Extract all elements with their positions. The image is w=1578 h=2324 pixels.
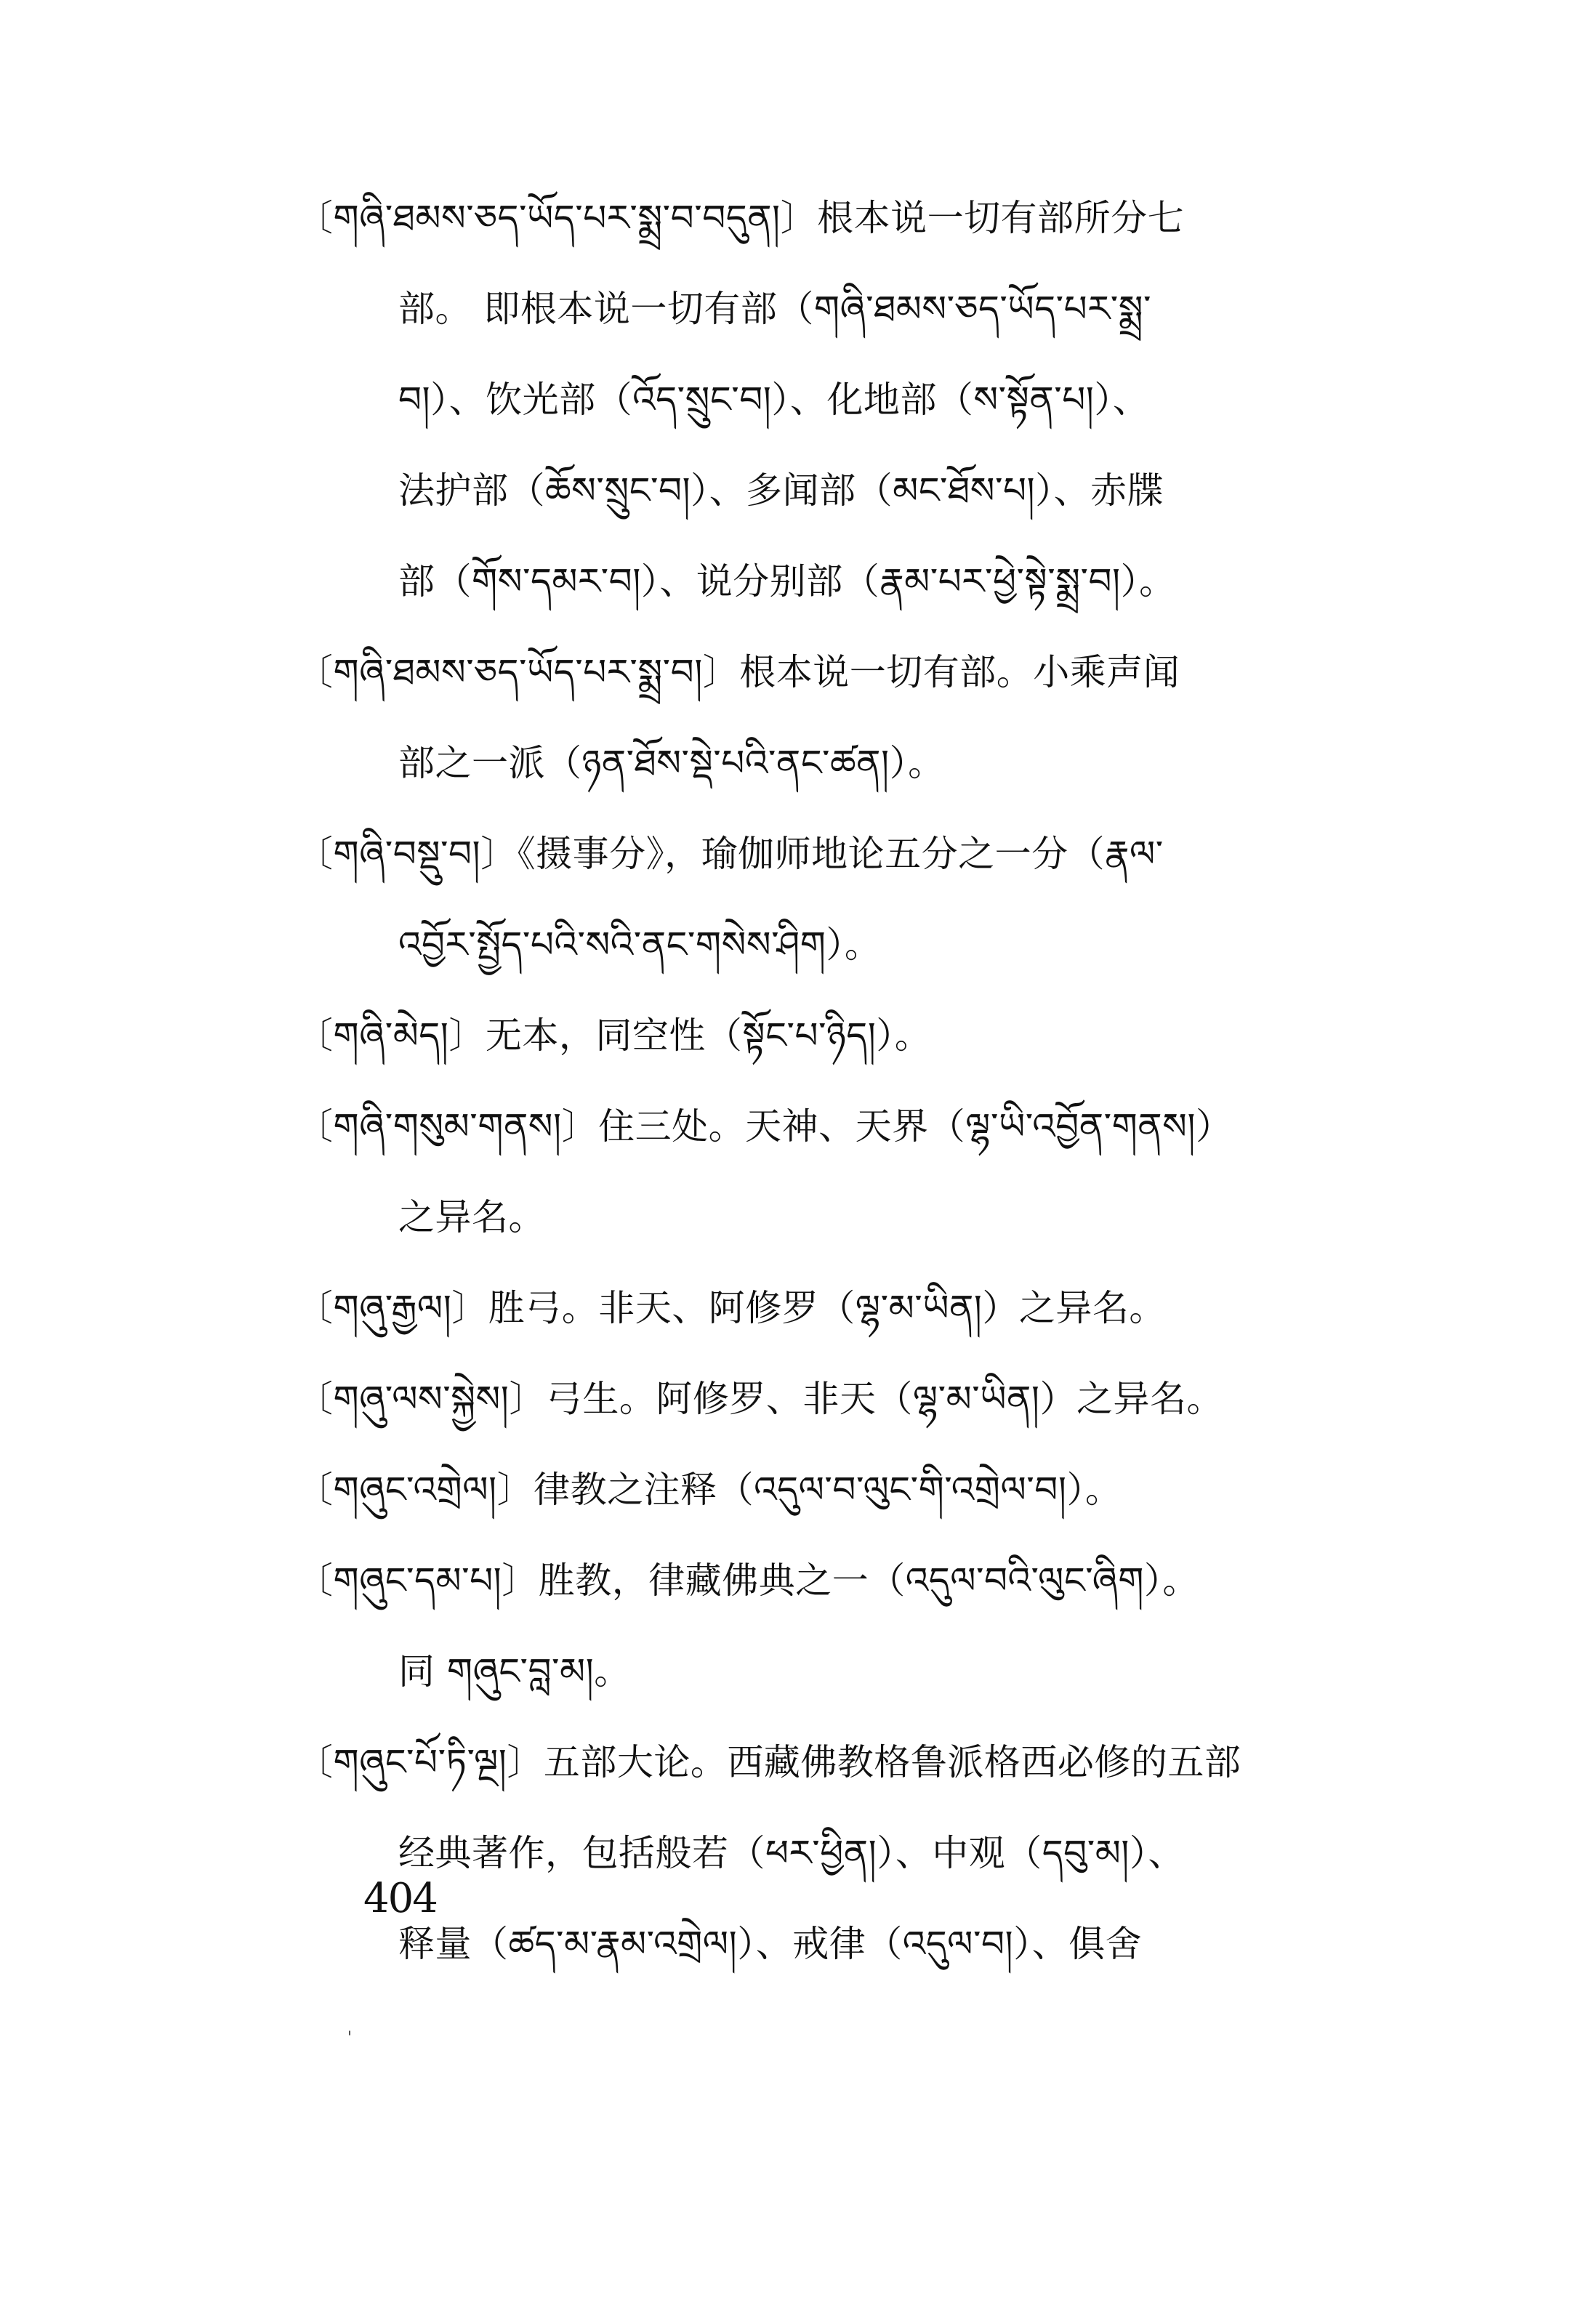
entry-line: 〔གཞུང་དམ་པ།〕胜教，律藏佛典之一（འདུལ་བའི་ལུང་ཞིག）。 bbox=[297, 1560, 1199, 1602]
entry-line: 同 གཞུང་བླ་མ།。 bbox=[398, 1650, 631, 1692]
entry-line: 部。 即根本说一切有部（གཞི་ཐམས་ཅད་ཡོད་པར་སྨྲ་ bbox=[398, 288, 1152, 330]
dictionary-entry bbox=[297, 809, 1430, 990]
margin-mark: ' bbox=[347, 2029, 353, 2047]
page-number: 404 bbox=[363, 1875, 437, 1922]
entry-line: 之异名。 bbox=[398, 1196, 545, 1238]
entry-line: 部（གོས་དམར་བ།）、说分别部（རྣམ་པར་ཕྱེ་སྟེ་སྨྲ་བ།）。 bbox=[398, 560, 1176, 602]
entry-line: 〔གཞུང་པོ་ཏི་ལྔ།〕五部大论。西藏佛教格鲁派格西必修的五部 bbox=[297, 1741, 1241, 1783]
dictionary-entry bbox=[297, 1445, 1430, 1536]
entry-line: 经典著作，包括般若（ཕར་ཕྱིན།）、中观（དབུ་མ།）、 bbox=[398, 1832, 1185, 1874]
dictionary-entry bbox=[297, 1536, 1430, 1717]
dictionary-entry bbox=[297, 173, 1430, 627]
entry-line: 〔གཞི་གསུམ་གནས།〕住三处。天神、天界（ལྷ་ཡི་འབྱོན་གནས།） bbox=[297, 1105, 1233, 1147]
entry-line: 〔གཞི་མེད།〕无本，同空性（སྟོང་པ་ཉིད།）。 bbox=[297, 1014, 932, 1057]
entry-line: 〔གཞི་ཐམས་ཅད་ཡོད་པར་སྨྲ་བ་བདུན།〕根本说一切有部所分七 bbox=[297, 197, 1185, 239]
entry-line: བ།）、饮光部（འོད་སྲུང་བ།）、化地部（ས་སྟོན་པ།）、 bbox=[398, 379, 1150, 421]
dictionary-entry bbox=[297, 1081, 1430, 1263]
entry-line: 部之一派（ཉན་ཐོས་སྡེ་པའི་ནང་ཚན།）。 bbox=[398, 742, 945, 784]
entry-line: འབྱོར་སྤྱོད་པའི་སའི་ནང་གསེས་ཤིག）。 bbox=[398, 924, 882, 966]
entry-line: 〔གཞུ་ལས་སྐྱེས།〕弓生。阿修罗、非天（ལྷ་མ་ཡིན།）之异名。 bbox=[297, 1378, 1223, 1420]
dictionary-entry bbox=[297, 1263, 1430, 1354]
entry-line: 〔གཞི་བསྡུ་བ།〕《摄事分》，瑜伽师地论五分之一分（རྣལ་ bbox=[297, 833, 1164, 875]
entry-line: 〔གཞུ་རྒྱལ།〕胜弓。非天、阿修罗（ལྷ་མ་ཡིན།）之异名。 bbox=[297, 1287, 1166, 1329]
entry-line: 〔གཞི་ཐམས་ཅད་ཡོད་པར་སྨྲ་བ།〕根本说一切有部。小乘声闻 bbox=[297, 651, 1180, 693]
entry-line: 释量（ཚད་མ་རྣམ་འགྲེལ།）、戒律（འདུལ་བ།）、俱舍 bbox=[398, 1923, 1143, 1965]
dictionary-entry bbox=[297, 1354, 1430, 1445]
dictionary-entries bbox=[297, 173, 1430, 1990]
dictionary-entry bbox=[297, 990, 1430, 1081]
entry-line: 〔གཞུང་འགྲེལ།〕律教之注释（འདུལ་བ་ལུང་གི་འགྲེལ་བ།）。 bbox=[297, 1469, 1122, 1511]
dictionary-entry bbox=[297, 627, 1430, 809]
dictionary-entry bbox=[297, 1717, 1430, 1990]
entry-line: 法护部（ཆོས་སྲུང་བ།）、多闻部（མང་ཐོས་པ།）、赤牒 bbox=[398, 469, 1164, 512]
